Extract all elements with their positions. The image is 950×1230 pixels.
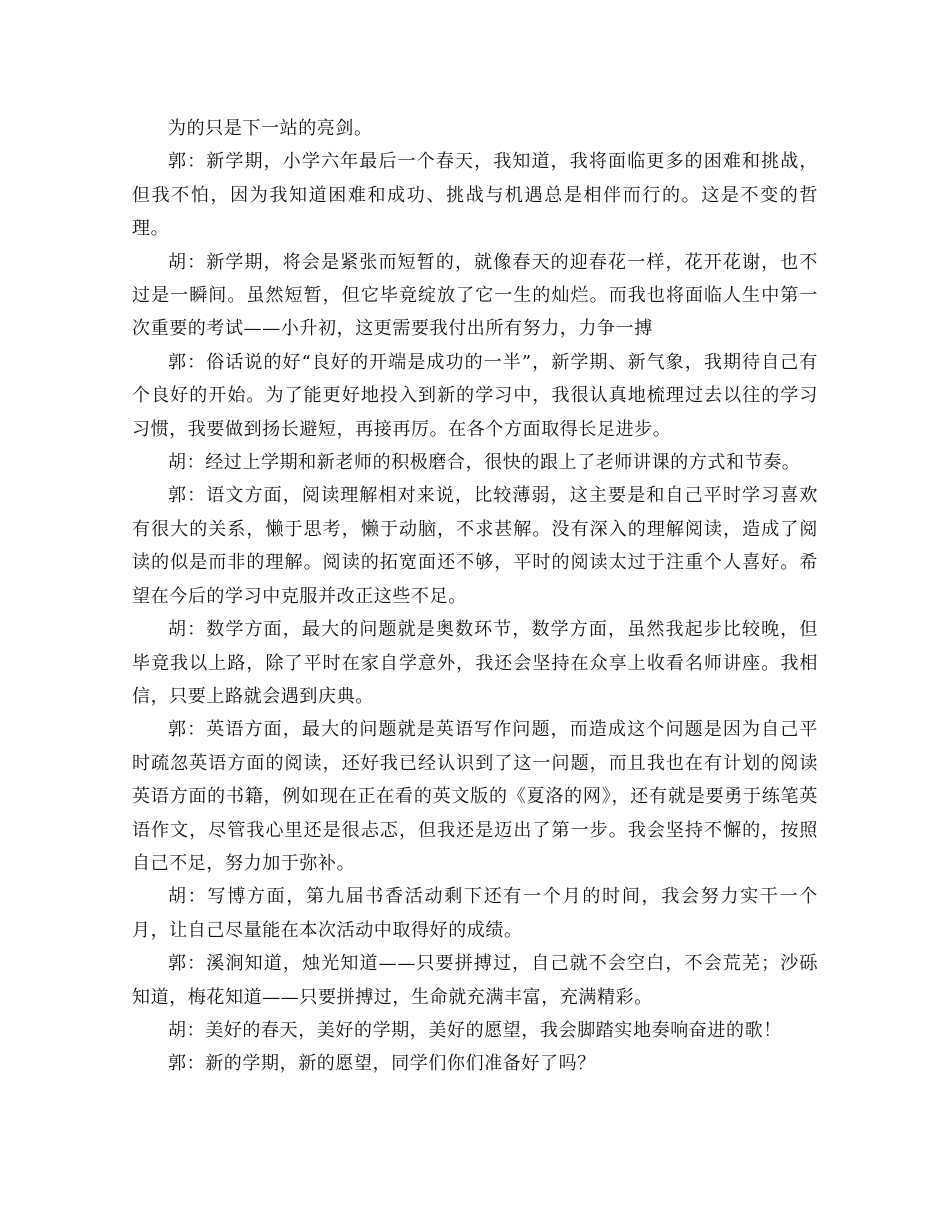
paragraph-11: 胡：美好的春天，美好的学期，美好的愿望，我会脚踏实地奏响奋进的歌！ <box>168 1019 782 1041</box>
document-body <box>132 112 818 1081</box>
paragraph-8: 郭：英语方面，最大的问题就是英语写作问题，而造成这个问题是因为自己平时疏忽英语方面的阅读，还好我已经认识到了这一问题，而且我也在有计划的阅读英语方面的书籍，例如现在正在看的英文版的《夏洛的网》，还有就是要勇于练笔英语作文，尽管我心里还是很忐忑，但我还是迈出了第一步。我会坚持不懈的，按照自己不足，努力加于弥补。 <box>132 719 818 874</box>
paragraph-5: 胡：经过上学期和新老师的积极磨合，很快的跟上了老师讲课的方式和节奏。 <box>168 452 801 474</box>
paragraph-4: 郭：俗话说的好“良好的开端是成功的一半”，新学期、新气象，我期待自己有个良好的开始。为了能更好地投入到新的学习中，我很认真地梳理过去以往的学习习惯，我要做到扬长避短，再接再厉。在各个方面取得长足进步。 <box>132 351 818 440</box>
paragraph-3: 胡：新学期，将会是紧张而短暂的，就像春天的迎春花一样，花开花谢，也不过是一瞬间。虽然短暂，但它毕竟绽放了它一生的灿烂。而我也将面临人生中第一次重要的考试——小升初，这更需要我付出所有努力，力争一搏 <box>132 251 818 340</box>
paragraph-9: 胡：写博方面，第九届书香活动剩下还有一个月的时间，我会努力实干一个月，让自己尽量能在本次活动中取得好的成绩。 <box>132 886 818 941</box>
paragraph-10: 郭：溪涧知道，烛光知道——只要拼搏过，自己就不会空白，不会荒芜；沙砾知道，梅花知道——只要拼搏过，生命就充满丰富，充满精彩。 <box>132 953 818 1008</box>
paragraph-6: 郭：语文方面，阅读理解相对来说，比较薄弱，这主要是和自己平时学习喜欢有很大的关系，懒于思考，懒于动脑，不求甚解。没有深入的理解阅读，造成了阅读的似是而非的理解。阅读的拓宽面还不够，平时的阅读太过于注重个人喜好。希望在今后的学习中克服并改正这些不足。 <box>132 485 818 607</box>
paragraph-7: 胡：数学方面，最大的问题就是奥数环节，数学方面，虽然我起步比较晚，但毕竟我以上路，除了平时在家自学意外，我还会坚持在众享上收看名师讲座。我相信，只要上路就会遇到庆典。 <box>132 619 818 707</box>
paragraph-1: 为的只是下一站的亮剑。 <box>168 118 373 139</box>
paragraph-2: 郭：新学期，小学六年最后一个春天，我知道，我将面临更多的困难和挑战，但我不怕，因为我知道困难和成功、挑战与机遇总是相伴而行的。这是不变的哲理。 <box>132 151 818 240</box>
paragraph-12: 郭：新的学期，新的愿望，同学们你们准备好了吗？ <box>168 1053 596 1075</box>
